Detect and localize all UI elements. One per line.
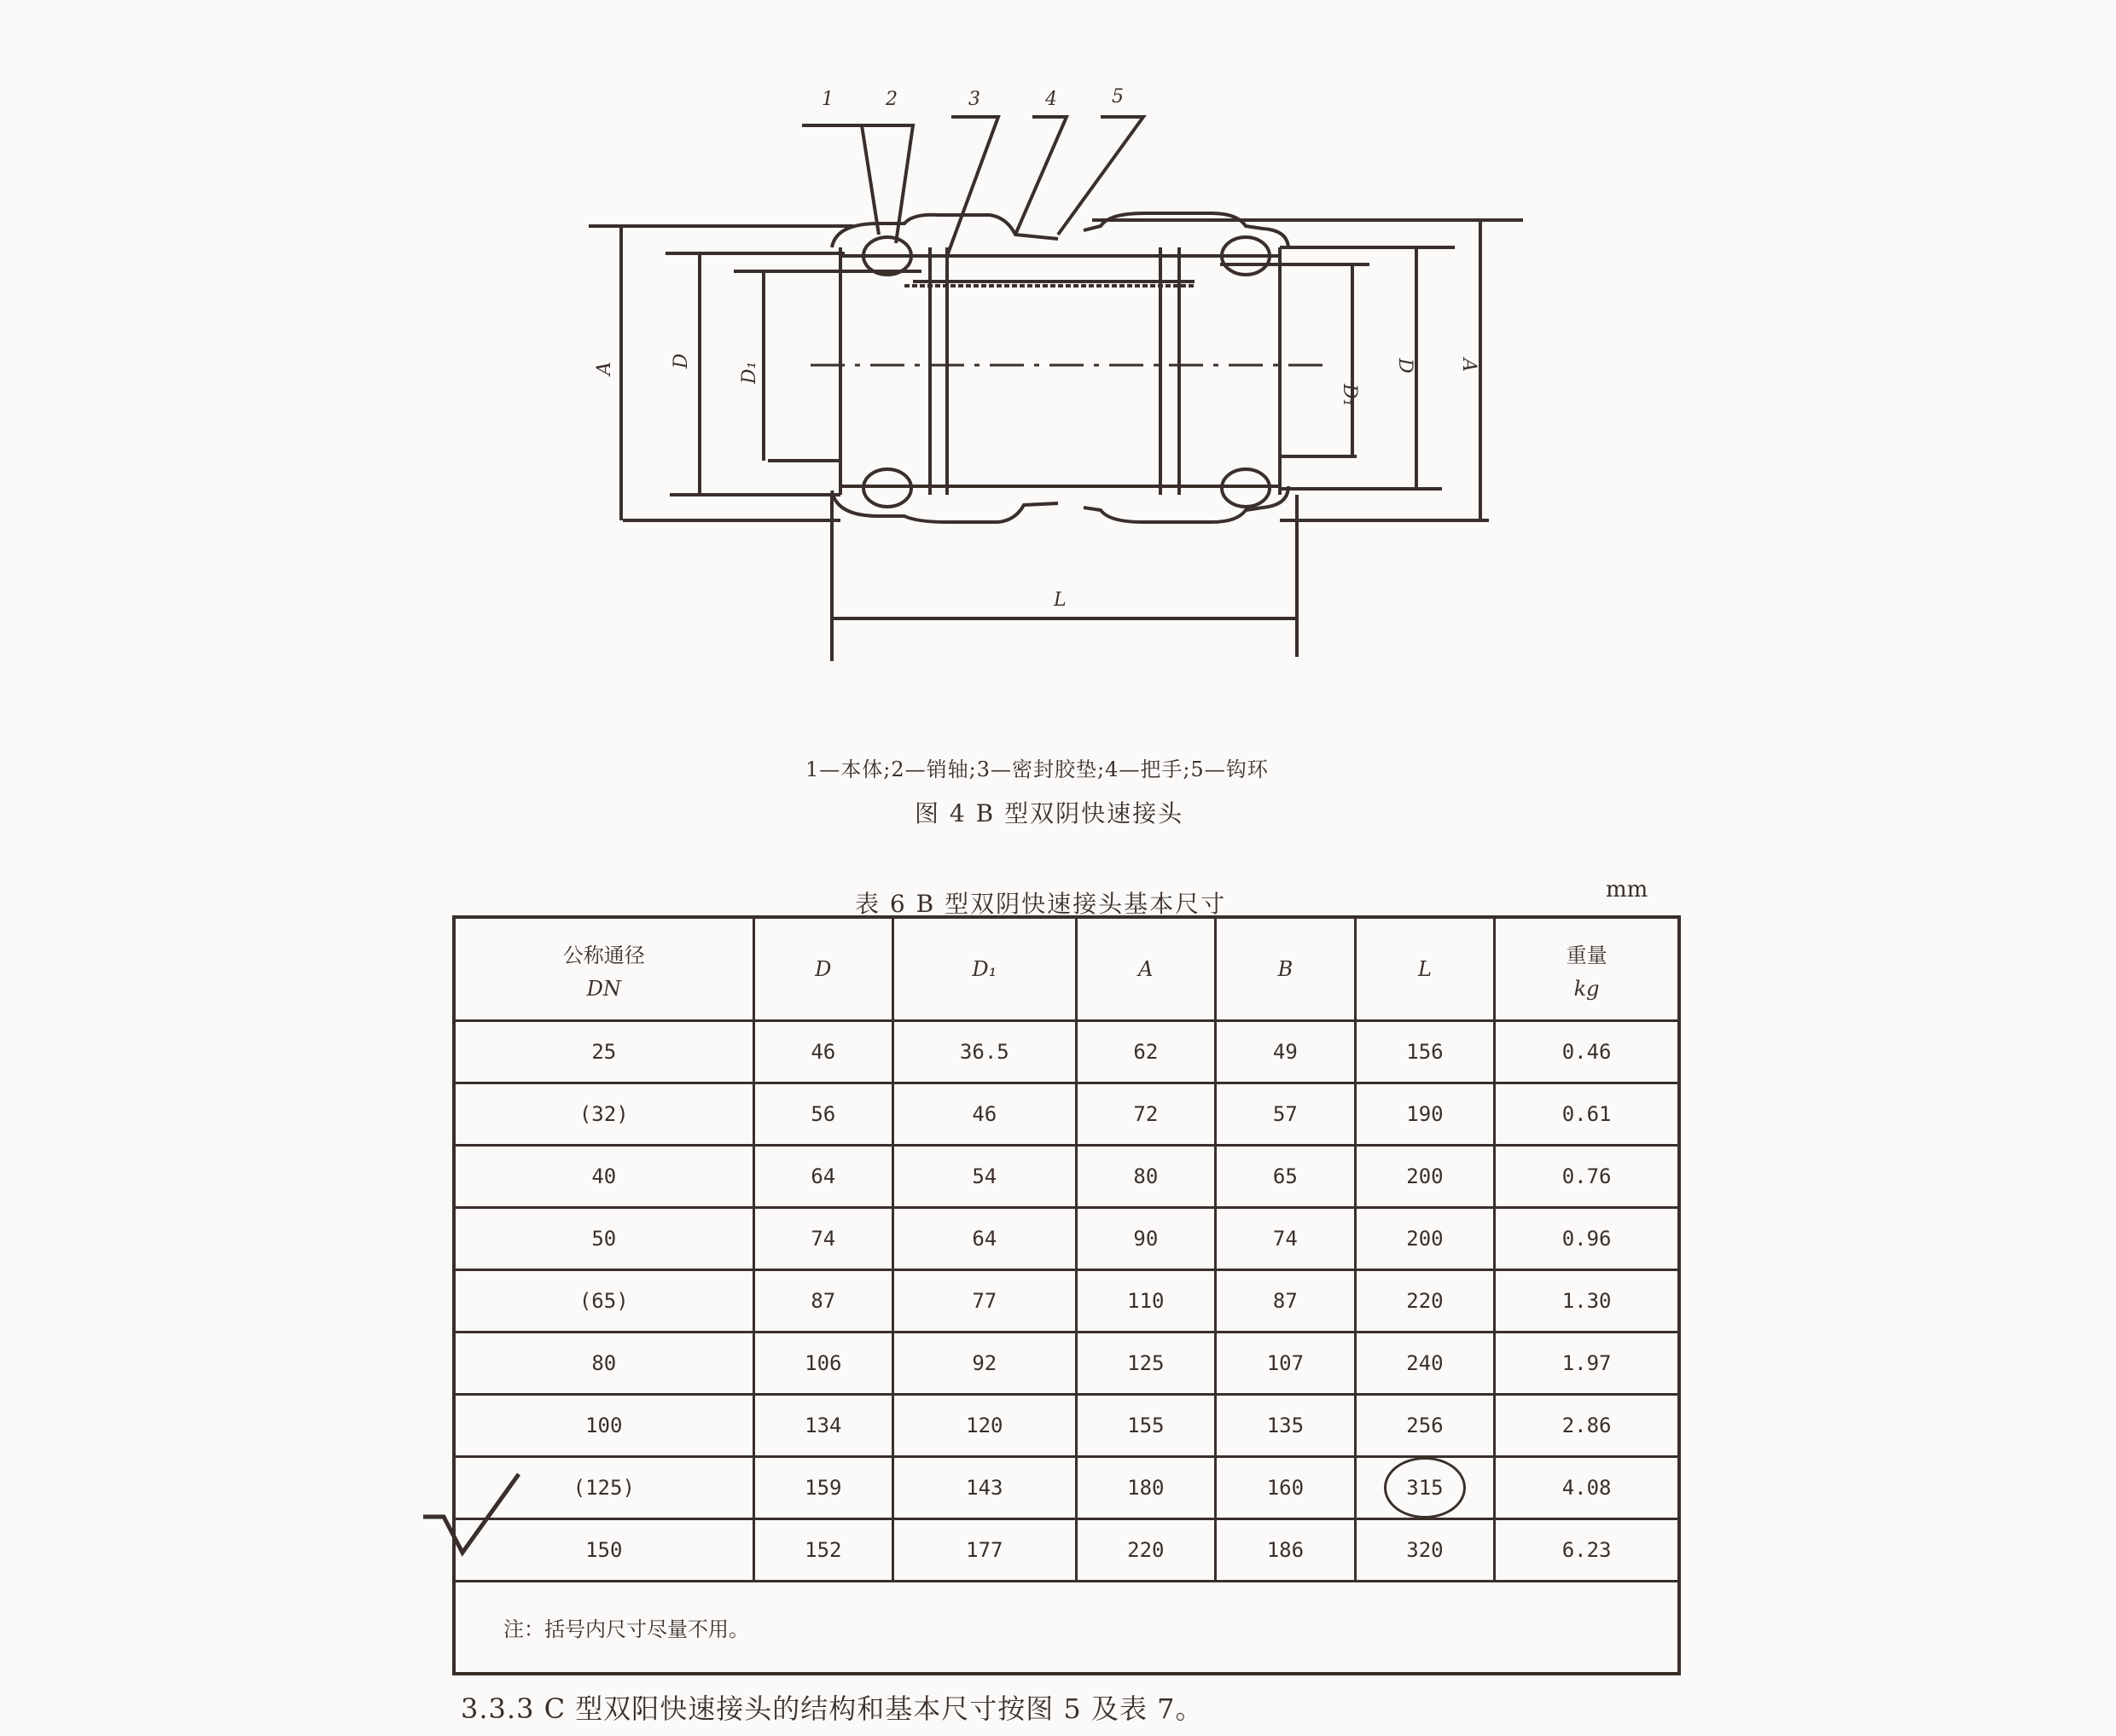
cell-b: 57 [1216, 1083, 1356, 1146]
cell-weight: 2.86 [1495, 1395, 1679, 1457]
cell-d: 64 [753, 1146, 893, 1208]
cell-d1: 120 [893, 1395, 1076, 1457]
callout-2: 2 [886, 89, 898, 110]
cell-a: 62 [1076, 1021, 1216, 1083]
figure-legend: 1—本体;2—销轴;3—密封胶垫;4—把手;5—钩环 [805, 758, 1269, 781]
cell-a: 90 [1076, 1208, 1216, 1270]
cell-l-circled [1355, 1457, 1495, 1519]
header-d1: D₁ [893, 917, 1076, 1021]
dim-label-D-right: D [1394, 358, 1416, 374]
cell-b: 49 [1216, 1021, 1356, 1083]
cell-dn: (32) [454, 1083, 753, 1146]
cell-d1: 143 [893, 1457, 1076, 1519]
cell-d1: 92 [893, 1332, 1076, 1395]
cell-dn: 25 [454, 1021, 753, 1083]
table-row-highlighted [454, 1457, 1679, 1519]
cell-l: 200 [1355, 1146, 1495, 1208]
cell-b: 135 [1216, 1395, 1356, 1457]
dim-label-A-left: A [594, 362, 615, 375]
cell-dn: 150 [454, 1519, 753, 1582]
cell-d: 74 [753, 1208, 893, 1270]
table-row [454, 1083, 1679, 1146]
dim-label-A-right: A [1458, 358, 1479, 372]
cell-a: 155 [1076, 1395, 1216, 1457]
callout-4: 4 [1045, 89, 1057, 110]
cell-d1: 46 [893, 1083, 1076, 1146]
header-l: L [1355, 917, 1495, 1021]
table-row [454, 1332, 1679, 1395]
table-row [454, 1395, 1679, 1457]
cell-l: 220 [1355, 1270, 1495, 1332]
table-caption: 表 6 B 型双阴快速接头基本尺寸 [855, 890, 1227, 918]
cell-weight: 0.96 [1495, 1208, 1679, 1270]
dimension-table [452, 915, 1681, 1675]
callout-1: 1 [822, 89, 834, 110]
cell-d: 152 [753, 1519, 893, 1582]
cell-d: 134 [753, 1395, 893, 1457]
cell-weight: 4.08 [1495, 1457, 1679, 1519]
callout-5: 5 [1112, 86, 1124, 107]
header-d: D [753, 917, 893, 1021]
cell-l: 320 [1355, 1519, 1495, 1582]
table-note: 注：括号内尺寸尽量不用。 [454, 1582, 1679, 1675]
cell-dn: 40 [454, 1146, 753, 1208]
cell-b: 87 [1216, 1270, 1356, 1332]
table-row [454, 1021, 1679, 1083]
table-header-row [454, 917, 1679, 1021]
cell-dn: (65) [454, 1270, 753, 1332]
dim-label-D1-right: D₁ [1339, 384, 1360, 407]
cell-l: 240 [1355, 1332, 1495, 1395]
cell-d: 56 [753, 1083, 893, 1146]
cell-a: 180 [1076, 1457, 1216, 1519]
cell-a: 125 [1076, 1332, 1216, 1395]
table-row [454, 1519, 1679, 1582]
cell-b: 65 [1216, 1146, 1356, 1208]
cell-l: 190 [1355, 1083, 1495, 1146]
cell-weight: 1.30 [1495, 1270, 1679, 1332]
cell-d1: 36.5 [893, 1021, 1076, 1083]
cell-d1: 64 [893, 1208, 1076, 1270]
circled-value: 315 [1406, 1476, 1444, 1500]
table-unit: mm [1606, 877, 1648, 903]
cell-a: 110 [1076, 1270, 1216, 1332]
cell-weight: 1.97 [1495, 1332, 1679, 1395]
header-dn: 公称通径 DN [454, 917, 753, 1021]
cell-l: 156 [1355, 1021, 1495, 1083]
section-heading: 3.3.3 C 型双阳快速接头的结构和基本尺寸按图 5 及表 7。 [461, 1692, 1204, 1725]
cell-dn: 50 [454, 1208, 753, 1270]
dim-label-D1-left: D₁ [739, 361, 760, 384]
table-row [454, 1270, 1679, 1332]
cell-dn: (125) [454, 1457, 753, 1519]
dim-label-L: L [1054, 589, 1067, 611]
table-note-row [454, 1582, 1679, 1675]
cell-a: 72 [1076, 1083, 1216, 1146]
dim-label-D-left: D [671, 353, 692, 369]
callout-3: 3 [968, 89, 980, 110]
checkmark-icon [418, 1467, 538, 1561]
cell-weight: 0.61 [1495, 1083, 1679, 1146]
cell-b: 160 [1216, 1457, 1356, 1519]
cell-weight: 0.76 [1495, 1146, 1679, 1208]
cell-l: 200 [1355, 1208, 1495, 1270]
cell-d1: 177 [893, 1519, 1076, 1582]
cell-weight: 6.23 [1495, 1519, 1679, 1582]
cell-d: 87 [753, 1270, 893, 1332]
header-weight: 重量 kg [1495, 917, 1679, 1021]
cell-dn: 100 [454, 1395, 753, 1457]
header-b: B [1216, 917, 1356, 1021]
figure-caption: 图 4 B 型双阴快速接头 [915, 799, 1184, 827]
cell-d: 159 [753, 1457, 893, 1519]
cell-d1: 77 [893, 1270, 1076, 1332]
header-a: A [1076, 917, 1216, 1021]
table-row [454, 1146, 1679, 1208]
cell-d: 46 [753, 1021, 893, 1083]
cell-d: 106 [753, 1332, 893, 1395]
table-row [454, 1208, 1679, 1270]
cell-d1: 54 [893, 1146, 1076, 1208]
cell-l: 256 [1355, 1395, 1495, 1457]
cell-a: 80 [1076, 1146, 1216, 1208]
cell-b: 186 [1216, 1519, 1356, 1582]
cell-dn: 80 [454, 1332, 753, 1395]
cell-a: 220 [1076, 1519, 1216, 1582]
cell-weight: 0.46 [1495, 1021, 1679, 1083]
cell-b: 74 [1216, 1208, 1356, 1270]
cell-b: 107 [1216, 1332, 1356, 1395]
